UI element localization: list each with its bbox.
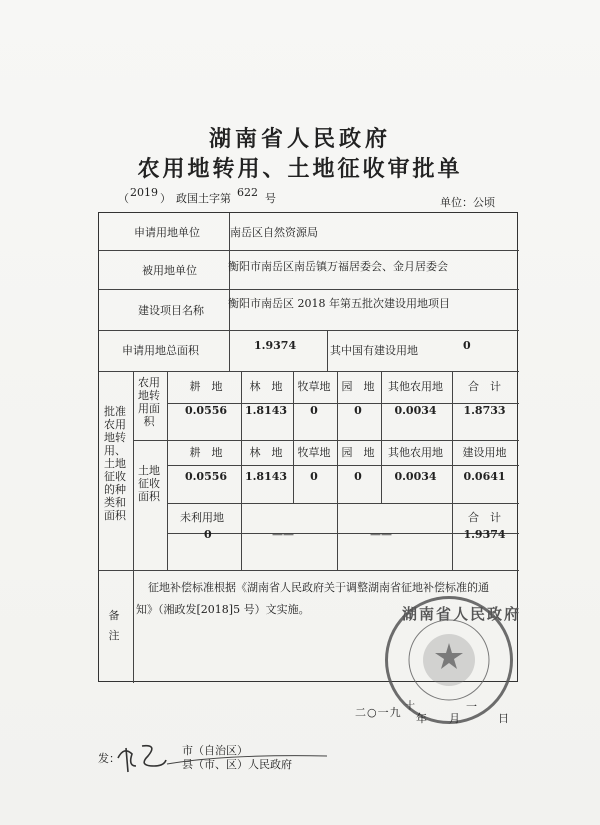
form-title-line2: 农用地转用、土地征收审批单 [137, 156, 463, 182]
unused-dash-2: —— [370, 528, 392, 541]
remarks-label: 备 注 [108, 609, 131, 642]
conv-header-arable: 耕 地 [189, 380, 223, 393]
conv-value-garden: 0 [354, 404, 362, 417]
exp-header-arable: 耕 地 [189, 446, 223, 459]
exp-value-pasture: 0 [310, 470, 318, 483]
conv-value-forest: 1.8143 [244, 404, 288, 417]
seal-text: 湖南省人民政府 [402, 605, 522, 623]
doc-number-close: ） [160, 192, 171, 205]
grand-total-label: 合 计 [468, 511, 501, 524]
conv-header-forest: 林 地 [249, 380, 283, 393]
exp-value-construction: 0.0641 [463, 470, 506, 483]
doc-number-prefix: 政国土字第 [176, 192, 231, 205]
approval-side-label: 批准农用地转用、土地征收的种类和面积 [104, 405, 126, 522]
conv-value-other: 0.0034 [394, 404, 437, 417]
date-day-digit: 一 [466, 700, 477, 713]
total-area-value: 1.9374 [254, 339, 297, 352]
state-land-label: 其中国有建设用地 [330, 344, 418, 357]
exp-header-other: 其他农用地 [388, 446, 443, 459]
doc-number-suffix: 号 [265, 192, 276, 205]
land-user-value: 衡阳市南岳区南岳镇万福居委会、金月居委会 [228, 260, 448, 273]
date-year: 二○一九 [355, 706, 402, 719]
conv-header-garden: 园 地 [341, 380, 375, 393]
date-month: 年 月 [416, 712, 460, 725]
exp-value-forest: 1.8143 [244, 470, 288, 483]
doc-number-value: 622 [237, 186, 258, 199]
conversion-label: 农用地转用面积 [138, 376, 160, 428]
doc-number-open: （ [118, 192, 129, 205]
exp-value-arable: 0.0556 [184, 470, 228, 483]
exp-value-other: 0.0034 [394, 470, 437, 483]
conv-header-pasture: 牧草地 [297, 380, 331, 393]
remarks-text-line1: 征地补偿标准根据《湖南省人民政府关于调整湖南省征地补偿标准的通 [148, 581, 489, 594]
state-land-value: 0 [463, 339, 471, 352]
exp-header-construction: 建设用地 [462, 446, 507, 459]
exp-header-forest: 林 地 [249, 446, 283, 459]
doc-number-year: 2019 [130, 186, 158, 199]
unused-dash-1: —— [272, 528, 294, 541]
project-label: 建设项目名称 [138, 304, 204, 317]
applicant-value: 南岳区自然资源局 [230, 226, 318, 239]
distribution-line1: 市（自治区） [182, 744, 248, 757]
signature-stroke [165, 752, 335, 772]
project-value: 衡阳市南岳区 2018 年第五批次建设用地项目 [228, 297, 450, 310]
conv-value-pasture: 0 [310, 404, 318, 417]
date-day: 日 [498, 712, 509, 725]
form-title-line1: 湖南省人民政府 [208, 126, 391, 152]
conv-header-other: 其他农用地 [388, 380, 443, 393]
remarks-text-line2: 知》（湘政发[2018]5 号）文实施。 [136, 603, 310, 616]
grand-total-value: 1.9374 [463, 528, 506, 541]
land-user-label: 被用地单位 [142, 264, 197, 277]
conv-value-arable: 0.0556 [184, 404, 228, 417]
expropriation-label: 土地征收面积 [138, 464, 160, 503]
unit-label: 单位：公顷 [440, 196, 495, 209]
exp-header-garden: 园 地 [341, 446, 375, 459]
applicant-label: 申请用地单位 [134, 226, 200, 239]
conv-header-total: 合 计 [468, 380, 501, 393]
distribution-label: 发： [98, 752, 120, 765]
distribution-line2: 县（市、区）人民政府 [182, 758, 292, 771]
conv-value-total: 1.8733 [463, 404, 506, 417]
unused-land-value: 0 [204, 528, 212, 541]
date-month-digit: 十 [405, 701, 415, 712]
total-area-label: 申请用地总面积 [122, 344, 199, 357]
exp-value-garden: 0 [354, 470, 362, 483]
exp-header-pasture: 牧草地 [297, 446, 331, 459]
unused-land-label: 未利用地 [180, 511, 224, 524]
